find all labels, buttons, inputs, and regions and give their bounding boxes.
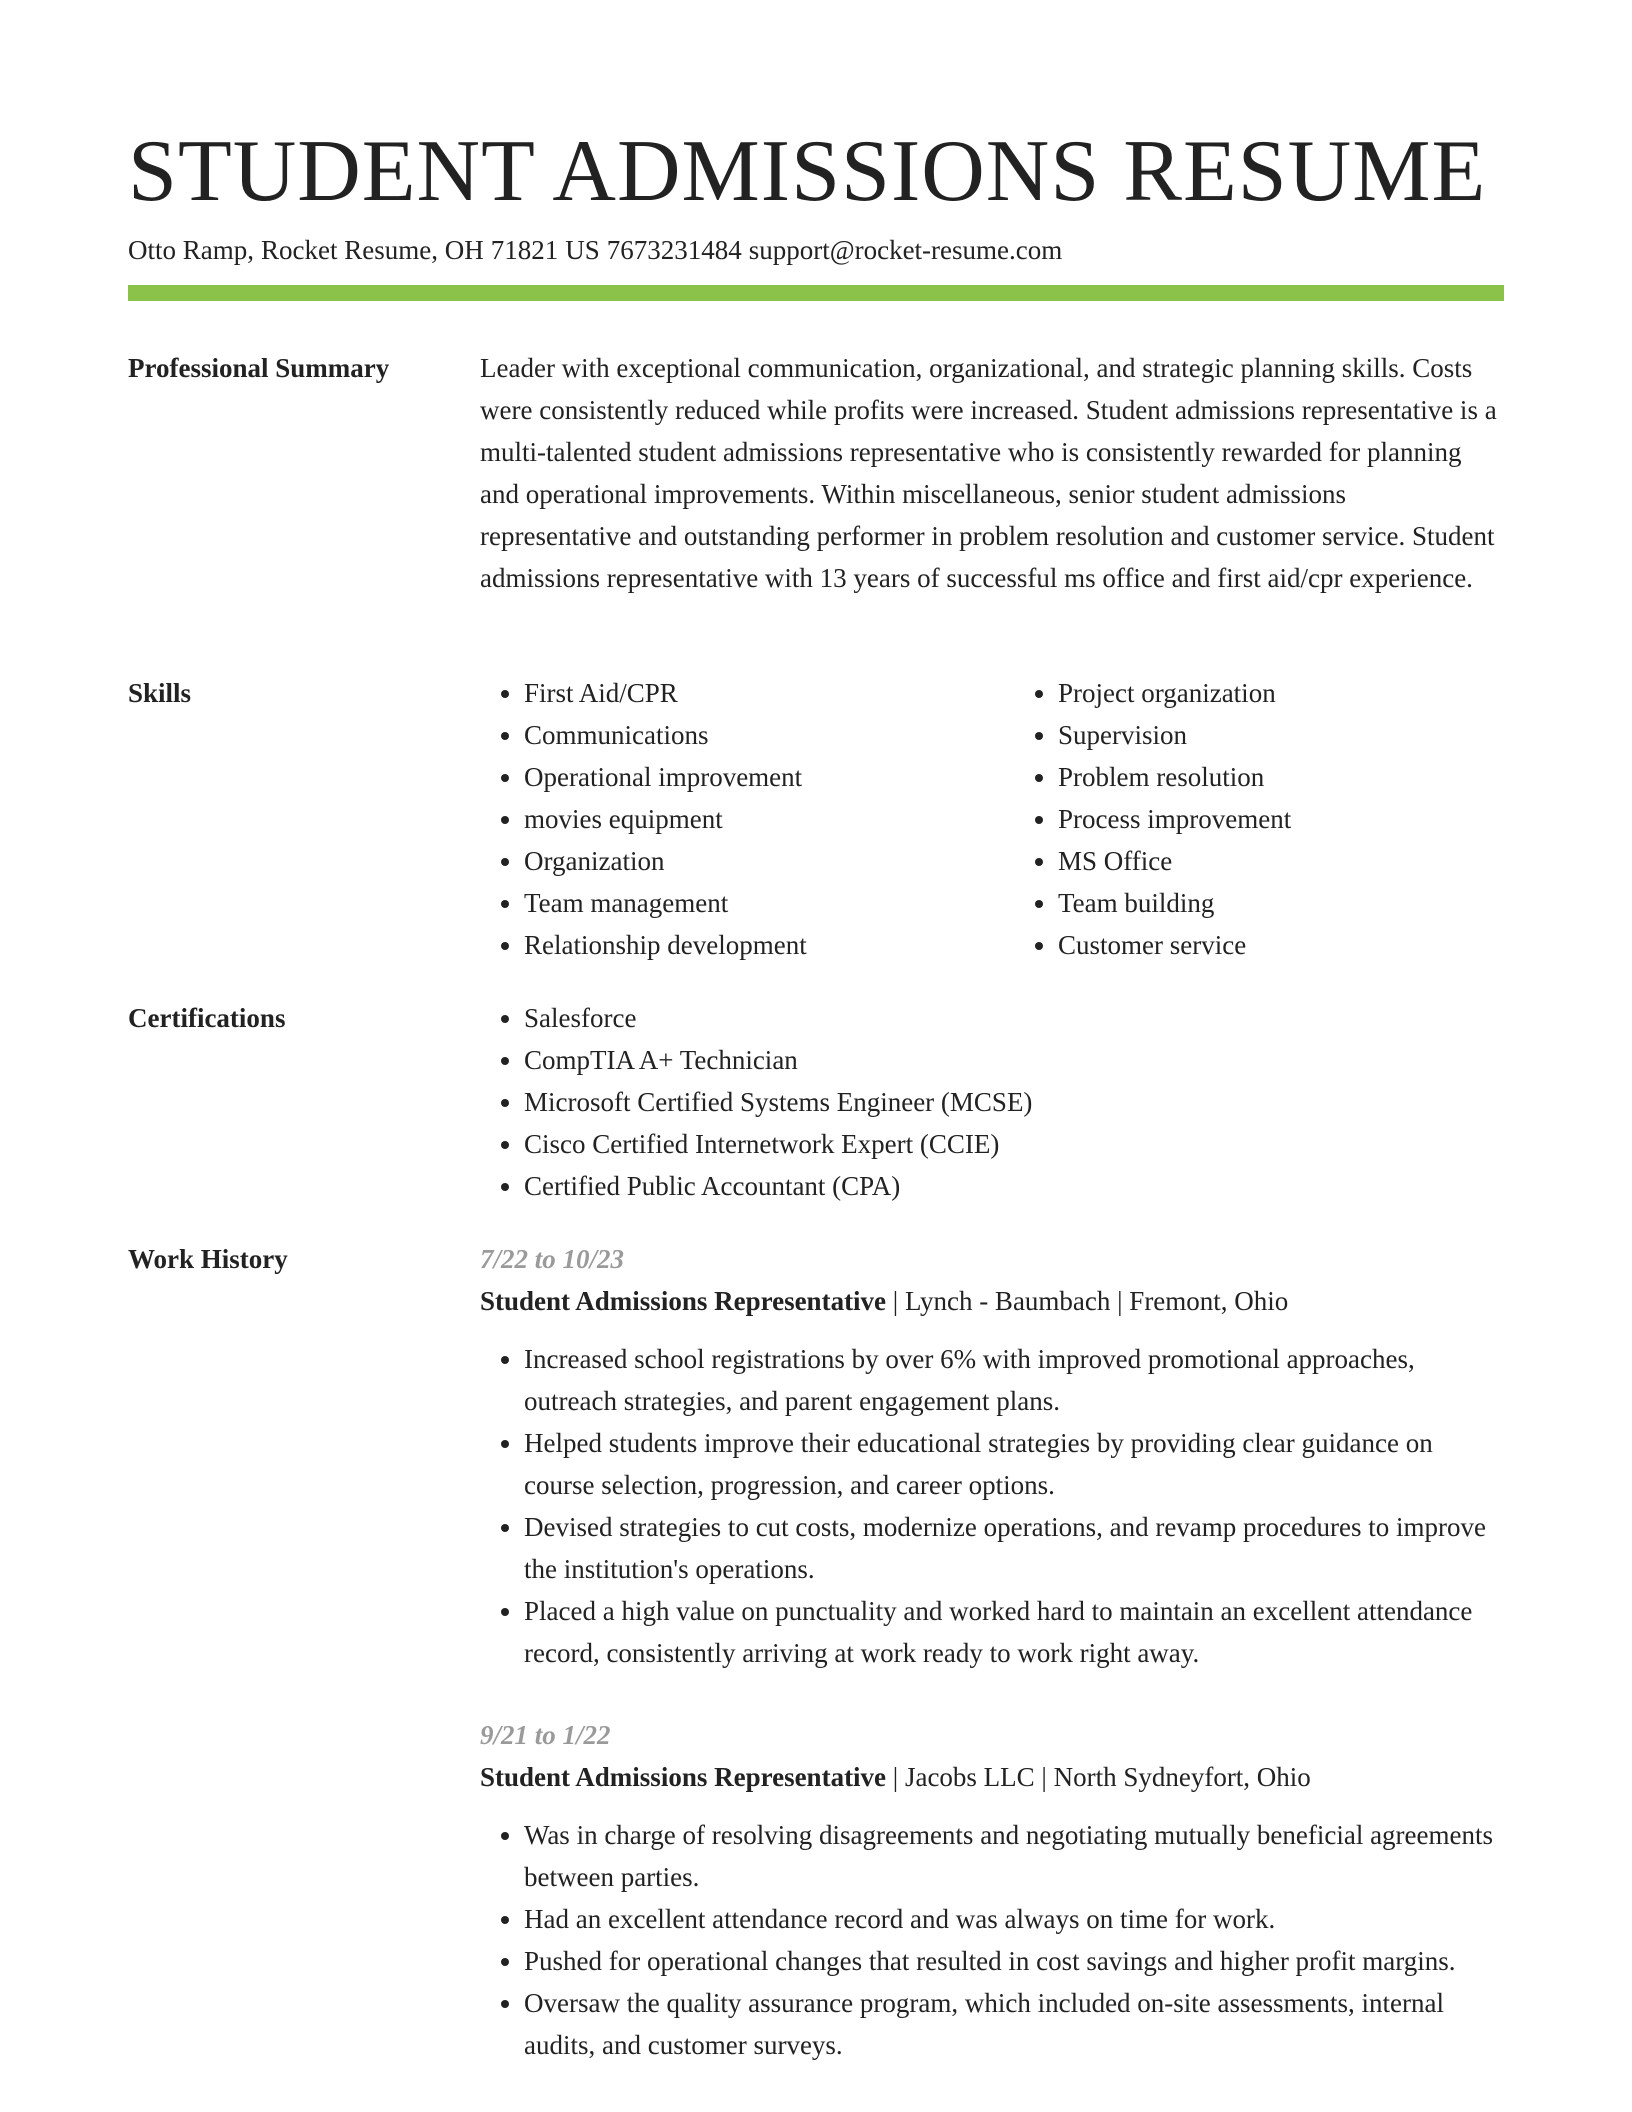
job-title: Student Admissions Representative (480, 1762, 887, 1792)
certification-item: • Cisco Certified Internetwork Expert (CCIE) (524, 1123, 1504, 1165)
skill-item: • Customer service (1058, 924, 1504, 966)
certifications-heading: Certifications (128, 1003, 286, 1033)
skill-item: • Problem resolution (1058, 756, 1504, 798)
job-bullet: • Devised strategies to cut costs, modernize operations, and revamp procedures to improve the institution's operations. (524, 1506, 1504, 1590)
certification-item: • Salesforce (524, 997, 1504, 1039)
job-entry (480, 1714, 1504, 2066)
certifications-list (480, 997, 1504, 1207)
job-bullet: • Increased school registrations by over 6% with improved promotional approaches, outreach strategies, and parent engagement plans. (524, 1338, 1504, 1422)
skill-item: • Team management (524, 882, 970, 924)
skills-heading: Skills (128, 678, 192, 708)
certification-item: • Microsoft Certified Systems Engineer (MCSE) (524, 1081, 1504, 1123)
skill-item: • Relationship development (524, 924, 970, 966)
contact-email: support@rocket-resume.com (748, 235, 1063, 265)
job-entry (480, 1238, 1504, 1674)
job-bullet: • Was in charge of resolving disagreements and negotiating mutually beneficial agreements between parties. (524, 1814, 1504, 1898)
skill-item: • Team building (1058, 882, 1504, 924)
summary-heading: Professional Summary (128, 353, 390, 383)
skill-item: • Operational improvement (524, 756, 970, 798)
contact-phone: 7673231484 (606, 235, 742, 265)
skill-item: • MS Office (1058, 840, 1504, 882)
job-bullets (480, 1338, 1504, 1674)
skill-item: • movies equipment (524, 798, 970, 840)
job-dates: 9/21 to 1/22 (480, 1720, 611, 1750)
skill-item: • Project organization (1058, 672, 1504, 714)
skill-item: • Supervision (1058, 714, 1504, 756)
job-bullet: • Oversaw the quality assurance program, which included on-site assessments, internal audits, and customer surveys. (524, 1982, 1504, 2066)
skill-item: • Organization (524, 840, 970, 882)
skills-list-right (1014, 672, 1504, 966)
skill-item: • Process improvement (1058, 798, 1504, 840)
certification-item: • Certified Public Accountant (CPA) (524, 1165, 1504, 1207)
contact-line (128, 232, 1069, 268)
job-bullet: • Pushed for operational changes that resulted in cost savings and higher profit margins. (524, 1940, 1504, 1982)
job-dates: 7/22 to 10/23 (480, 1244, 625, 1274)
job-header (480, 1280, 1504, 1322)
skill-item: • Communications (524, 714, 970, 756)
certification-item: • CompTIA A+ Technician (524, 1039, 1504, 1081)
job-employer: | Lynch - Baumbach | Fremont, Ohio (886, 1286, 1289, 1316)
contact-country: US (565, 235, 600, 265)
contact-city: Rocket Resume, OH (261, 235, 484, 265)
contact-name: Otto Ramp, (128, 235, 254, 265)
accent-divider (128, 285, 1504, 301)
contact-zip: 71821 (490, 235, 559, 265)
job-employer: | Jacobs LLC | North Sydneyfort, Ohio (886, 1762, 1311, 1792)
job-header (480, 1756, 1504, 1798)
work-history-heading: Work History (128, 1244, 288, 1274)
skill-item: • First Aid/CPR (524, 672, 970, 714)
job-title: Student Admissions Representative (480, 1286, 887, 1316)
job-bullets (480, 1814, 1504, 2066)
skills-list-left (480, 672, 970, 966)
job-bullet: • Placed a high value on punctuality and worked hard to maintain an excellent attendance record, consistently arriving at work ready to work right away. (524, 1590, 1504, 1674)
summary-text: Leader with exceptional communication, organizational, and strategic planning skills. Costs were consistently reduced while profits were increased. Student admissions representative is a multi-talented student admissions representative who is consistently rewarded for planning and operational improvements. Within miscellaneous, senior student admissions representative and outstanding performer in problem resolution and customer service. Student admissions representative with 13 years of successful ms office and first aid/cpr experience. (480, 353, 1497, 593)
resume-title: STUDENT ADMISSIONS RESUME (128, 123, 1487, 220)
job-bullet: • Had an excellent attendance record and was always on time for work. (524, 1898, 1504, 1940)
job-bullet: • Helped students improve their educational strategies by providing clear guidance on course selection, progression, and career options. (524, 1422, 1504, 1506)
